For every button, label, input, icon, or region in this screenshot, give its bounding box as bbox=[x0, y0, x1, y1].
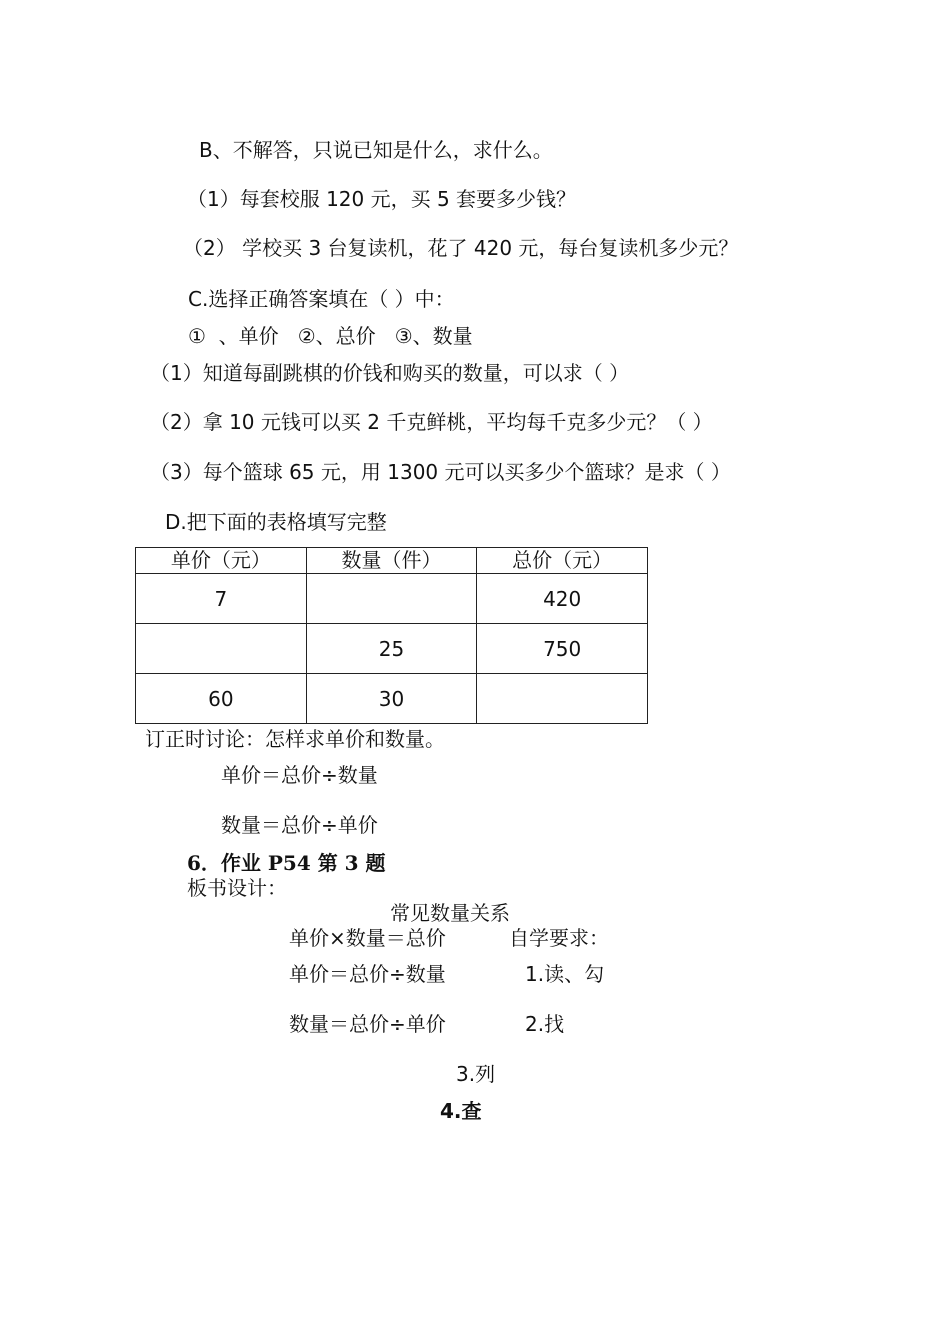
section-c-question-1: （1）知道每副跳棋的价钱和购买的数量，可以求（ ） bbox=[150, 361, 630, 385]
table-cell: 420 bbox=[477, 574, 648, 624]
homework-line: 6．作业 P54 第 3 题 bbox=[187, 851, 386, 875]
table-header-cell: 数量（件） bbox=[306, 548, 477, 574]
section-b-question-2: （2） 学校买 3 台复读机，花了 420 元，每台复读机多少元？ bbox=[183, 236, 739, 260]
table-row bbox=[136, 574, 648, 624]
table-row bbox=[136, 674, 648, 724]
board-step-2: 2.找 bbox=[525, 1012, 565, 1036]
board-formula-1: 单价×数量＝总价 bbox=[289, 926, 446, 950]
discussion-formula-1: 单价＝总价÷数量 bbox=[221, 763, 378, 787]
table-cell bbox=[136, 624, 307, 674]
table-cell: 25 bbox=[306, 624, 477, 674]
table-header-cell: 单价（元） bbox=[136, 548, 307, 574]
table-cell: 750 bbox=[477, 624, 648, 674]
board-title: 常见数量关系 bbox=[390, 901, 510, 925]
price-table bbox=[135, 547, 648, 724]
table-header-cell: 总价（元） bbox=[477, 548, 648, 574]
section-c-options: ① 、单价 ②、总价 ③、数量 bbox=[188, 324, 473, 348]
table-cell bbox=[477, 674, 648, 724]
section-b-heading: B、不解答，只说已知是什么，求什么。 bbox=[199, 138, 553, 162]
table-header-row bbox=[136, 548, 648, 574]
table-cell: 30 bbox=[306, 674, 477, 724]
board-formula-2: 单价＝总价÷数量 bbox=[289, 962, 446, 986]
section-c-question-2: （2）拿 10 元钱可以买 2 千克鲜桃，平均每千克多少元？（ ） bbox=[150, 410, 713, 434]
board-step-1: 1.读、勾 bbox=[525, 962, 605, 986]
board-formula-3: 数量＝总价÷单价 bbox=[289, 1012, 446, 1036]
table-cell bbox=[306, 574, 477, 624]
board-label: 板书设计： bbox=[187, 876, 287, 900]
table-cell: 7 bbox=[136, 574, 307, 624]
section-b-question-1: （1）每套校服 120 元，买 5 套要多少钱？ bbox=[187, 187, 577, 211]
board-requirements-label: 自学要求： bbox=[509, 926, 609, 950]
board-step-3: 3.列 bbox=[456, 1062, 496, 1086]
section-d-heading: D.把下面的表格填写完整 bbox=[165, 510, 387, 534]
discussion-formula-2: 数量＝总价÷单价 bbox=[221, 813, 378, 837]
section-c-heading: C.选择正确答案填在（ ）中： bbox=[188, 287, 455, 311]
discussion-intro: 订正时讨论：怎样求单价和数量。 bbox=[145, 727, 445, 751]
table-cell: 60 bbox=[136, 674, 307, 724]
section-c-question-3: （3）每个篮球 65 元，用 1300 元可以买多少个篮球？是求（ ） bbox=[150, 460, 731, 484]
board-step-4: 4.查 bbox=[440, 1099, 482, 1123]
table-row bbox=[136, 624, 648, 674]
